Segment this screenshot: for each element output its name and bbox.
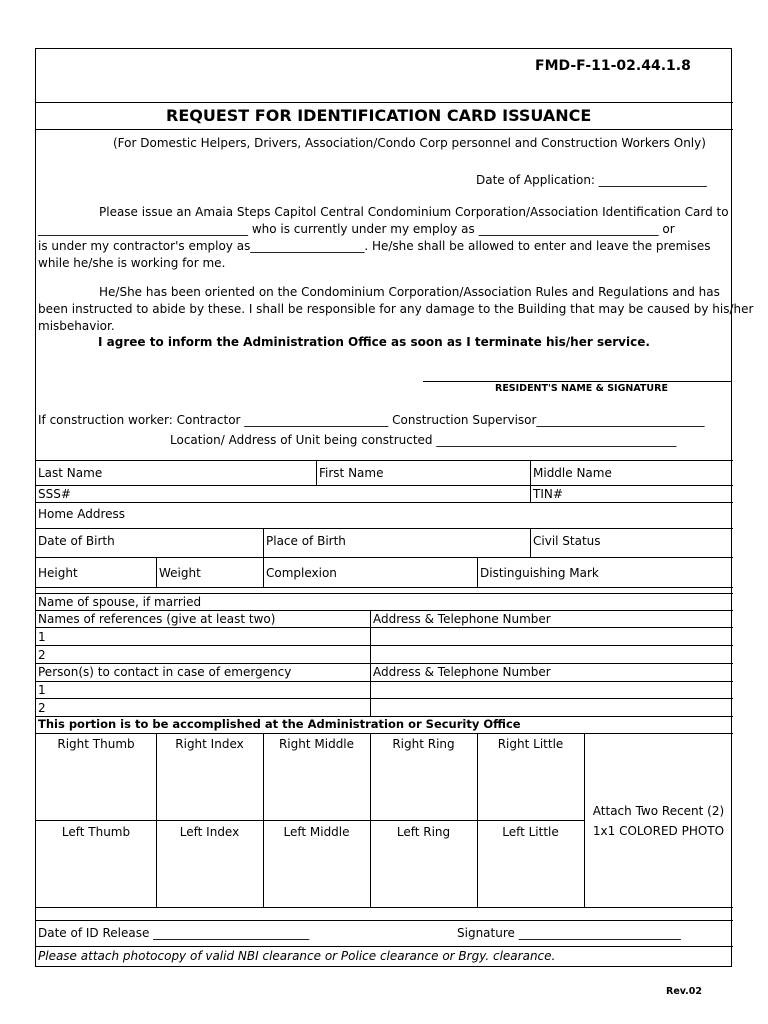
home-address-field[interactable]: Home Address [38, 507, 126, 521]
id-card-request-form [35, 48, 754, 967]
grid-line [36, 557, 733, 558]
civil-status-field[interactable]: Civil Status [533, 534, 601, 548]
form-subtitle: (For Domestic Helpers, Drivers, Association/Condo Corp personnel and Construction Workers Only) [113, 136, 706, 150]
grid-line [36, 460, 733, 461]
left-thumb-box[interactable]: Left Thumb [61, 825, 131, 839]
date-of-application-field[interactable]: Date of Application: __________________ [476, 173, 707, 187]
request-paragraph-line1: Please issue an Amaia Steps Capitol Central Condominium Corporation/Association Identification Card to [99, 205, 729, 219]
request-paragraph-line3[interactable]: is under my contractor's employ as___________________. He/she shall be allowed to enter and leave the premises [38, 239, 711, 253]
grid-line [36, 593, 733, 594]
grid-line [36, 610, 733, 611]
sss-field[interactable]: SSS# [38, 487, 71, 501]
right-thumb-box[interactable]: Right Thumb [57, 737, 135, 751]
grid-line [156, 733, 157, 907]
document-code: FMD-F-11-02.44.1.8 [535, 58, 691, 74]
first-name-field[interactable]: First Name [319, 466, 384, 480]
reference-1-field[interactable]: 1 [38, 630, 46, 644]
request-paragraph-line2[interactable]: ___________________________________ who is currently under my employ as ______________________________ or [38, 222, 675, 236]
emergency-address-label: Address & Telephone Number [373, 665, 551, 679]
complexion-field[interactable]: Complexion [266, 566, 337, 580]
grid-line [36, 946, 733, 947]
date-of-id-release-field[interactable]: Date of ID Release __________________________ [38, 926, 310, 940]
grid-line [36, 485, 733, 486]
clearance-footnote: Please attach photocopy of valid NBI clearance or Police clearance or Brgy. clearance. [38, 949, 556, 963]
grid-line [36, 587, 733, 588]
emergency-contact-label: Person(s) to contact in case of emergency [38, 665, 292, 679]
photo-attachment-box[interactable] [584, 801, 733, 841]
grid-line [36, 663, 733, 664]
grid-line [36, 733, 733, 734]
grid-line [370, 610, 371, 716]
place-of-birth-field[interactable]: Place of Birth [266, 534, 346, 548]
agreement-statement: I agree to inform the Administration Office as soon as I terminate his/her service. [98, 335, 650, 349]
header-divider [36, 102, 733, 103]
grid-line [36, 645, 733, 646]
grid-line [36, 681, 733, 682]
grid-line [530, 460, 531, 502]
resident-signature-label: RESIDENT'S NAME & SIGNATURE [495, 383, 668, 394]
revision-number: Rev.02 [666, 986, 703, 997]
admin-section-note: This portion is to be accomplished at the Administration or Security Office [38, 717, 521, 731]
grid-line [36, 627, 733, 628]
grid-line [156, 557, 157, 587]
grid-line [36, 528, 733, 529]
orientation-paragraph-line1: He/She has been oriented on the Condominium Corporation/Association Rules and Regulations and has [99, 285, 720, 299]
tin-field[interactable]: TIN# [533, 487, 563, 501]
right-index-box[interactable]: Right Index [175, 737, 244, 751]
orientation-paragraph-line3: misbehavior. [38, 319, 115, 333]
grid-line [36, 502, 733, 503]
last-name-field[interactable]: Last Name [38, 466, 103, 480]
middle-name-field[interactable]: Middle Name [533, 466, 612, 480]
grid-line [477, 733, 478, 907]
left-index-box[interactable]: Left Index [179, 825, 240, 839]
emergency-contact-2-field[interactable]: 2 [38, 701, 46, 715]
grid-line [36, 907, 733, 908]
left-ring-box[interactable]: Left Ring [396, 825, 451, 839]
spouse-field[interactable]: Name of spouse, if married [38, 595, 202, 609]
weight-field[interactable]: Weight [159, 566, 201, 580]
grid-line [263, 528, 264, 587]
grid-line [263, 733, 264, 907]
grid-line [36, 920, 733, 921]
signature-field[interactable]: Signature ___________________________ [457, 926, 681, 940]
orientation-paragraph-line2: been instructed to abide by these. I shall be responsible for any damage to the Building that may be caused by his/her [38, 302, 754, 316]
construction-location-line[interactable]: Location/ Address of Unit being constructed ________________________________________ [170, 433, 677, 447]
left-middle-box[interactable]: Left Middle [283, 825, 350, 839]
references-address-label: Address & Telephone Number [373, 612, 551, 626]
grid-line [370, 733, 371, 907]
resident-signature-line[interactable] [423, 381, 732, 382]
references-label: Names of references (give at least two) [38, 612, 276, 626]
right-ring-box[interactable]: Right Ring [392, 737, 455, 751]
right-middle-box[interactable]: Right Middle [278, 737, 355, 751]
title-divider [36, 129, 733, 130]
right-little-box[interactable]: Right Little [497, 737, 564, 751]
form-title: REQUEST FOR IDENTIFICATION CARD ISSUANCE [166, 106, 592, 125]
photo-instruction-line1: Attach Two Recent (2) [592, 804, 725, 818]
emergency-contact-1-field[interactable]: 1 [38, 683, 46, 697]
grid-line [530, 528, 531, 557]
grid-line [36, 698, 733, 699]
date-of-birth-field[interactable]: Date of Birth [38, 534, 115, 548]
photo-instruction-line2: 1x1 COLORED PHOTO [592, 824, 725, 838]
distinguishing-mark-field[interactable]: Distinguishing Mark [480, 566, 599, 580]
reference-2-field[interactable]: 2 [38, 648, 46, 662]
grid-line [477, 557, 478, 587]
height-field[interactable]: Height [38, 566, 78, 580]
construction-contractor-line[interactable]: If construction worker: Contractor ________________________ Construction Supervisor____________________________ [38, 413, 705, 427]
grid-line [36, 820, 584, 821]
grid-line [316, 460, 317, 485]
request-paragraph-line4: while he/she is working for me. [38, 256, 226, 270]
left-little-box[interactable]: Left Little [502, 825, 559, 839]
